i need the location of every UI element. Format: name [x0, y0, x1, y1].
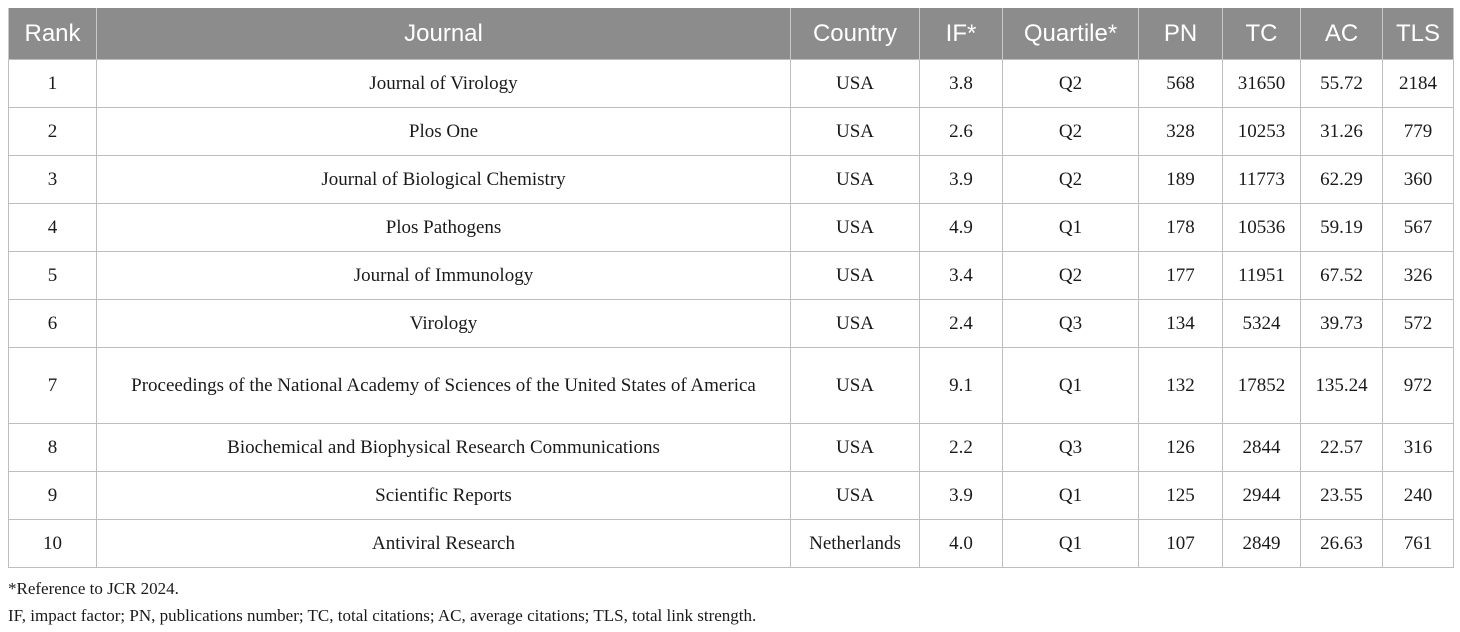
- cell-tc: 11951: [1223, 252, 1301, 300]
- cell-tls: 326: [1383, 252, 1454, 300]
- cell-if: 2.4: [920, 300, 1003, 348]
- cell-ac: 31.26: [1301, 108, 1383, 156]
- cell-if: 2.2: [920, 424, 1003, 472]
- cell-rank: 3: [9, 156, 97, 204]
- cell-ac: 26.63: [1301, 520, 1383, 568]
- cell-rank: 7: [9, 348, 97, 424]
- cell-journal: Antiviral Research: [97, 520, 791, 568]
- header-pn: PN: [1139, 8, 1223, 60]
- cell-if: 3.9: [920, 156, 1003, 204]
- cell-country: USA: [791, 204, 920, 252]
- cell-journal: Journal of Virology: [97, 60, 791, 108]
- cell-pn: 328: [1139, 108, 1223, 156]
- cell-if: 4.0: [920, 520, 1003, 568]
- cell-ac: 22.57: [1301, 424, 1383, 472]
- cell-tls: 316: [1383, 424, 1454, 472]
- cell-if: 4.9: [920, 204, 1003, 252]
- cell-quartile: Q2: [1003, 108, 1139, 156]
- cell-if: 3.9: [920, 472, 1003, 520]
- cell-quartile: Q1: [1003, 520, 1139, 568]
- cell-rank: 2: [9, 108, 97, 156]
- table-row: [9, 204, 1454, 252]
- cell-pn: 132: [1139, 348, 1223, 424]
- header-tls: TLS: [1383, 8, 1454, 60]
- cell-pn: 107: [1139, 520, 1223, 568]
- cell-rank: 10: [9, 520, 97, 568]
- cell-journal: Plos Pathogens: [97, 204, 791, 252]
- cell-journal: Biochemical and Biophysical Research Communications: [97, 424, 791, 472]
- table-row: [9, 60, 1454, 108]
- cell-pn: 125: [1139, 472, 1223, 520]
- cell-quartile: Q2: [1003, 60, 1139, 108]
- footnote-abbreviations: IF, impact factor; PN, publications number; TC, total citations; AC, average citations; TLS, total link strength.: [8, 606, 757, 625]
- table-row: [9, 252, 1454, 300]
- cell-quartile: Q1: [1003, 348, 1139, 424]
- cell-tc: 2844: [1223, 424, 1301, 472]
- cell-rank: 6: [9, 300, 97, 348]
- table-row: [9, 108, 1454, 156]
- cell-country: USA: [791, 348, 920, 424]
- table-footnotes: [8, 575, 756, 629]
- header-tc: TC: [1223, 8, 1301, 60]
- header-journal: Journal: [97, 8, 791, 60]
- cell-country: USA: [791, 424, 920, 472]
- header-row: [9, 8, 1454, 60]
- cell-if: 3.4: [920, 252, 1003, 300]
- cell-quartile: Q1: [1003, 472, 1139, 520]
- cell-tc: 31650: [1223, 60, 1301, 108]
- cell-tls: 2184: [1383, 60, 1454, 108]
- cell-pn: 568: [1139, 60, 1223, 108]
- cell-rank: 4: [9, 204, 97, 252]
- cell-if: 2.6: [920, 108, 1003, 156]
- table-row: [9, 424, 1454, 472]
- cell-country: USA: [791, 60, 920, 108]
- cell-tc: 5324: [1223, 300, 1301, 348]
- cell-country: USA: [791, 108, 920, 156]
- cell-quartile: Q2: [1003, 156, 1139, 204]
- cell-country: Netherlands: [791, 520, 920, 568]
- cell-tc: 10536: [1223, 204, 1301, 252]
- cell-quartile: Q3: [1003, 300, 1139, 348]
- cell-tc: 17852: [1223, 348, 1301, 424]
- cell-ac: 67.52: [1301, 252, 1383, 300]
- cell-tc: 11773: [1223, 156, 1301, 204]
- cell-journal: Scientific Reports: [97, 472, 791, 520]
- cell-tc: 2944: [1223, 472, 1301, 520]
- cell-quartile: Q2: [1003, 252, 1139, 300]
- cell-country: USA: [791, 472, 920, 520]
- cell-tls: 360: [1383, 156, 1454, 204]
- cell-tls: 572: [1383, 300, 1454, 348]
- cell-rank: 1: [9, 60, 97, 108]
- cell-tc: 2849: [1223, 520, 1301, 568]
- cell-quartile: Q1: [1003, 204, 1139, 252]
- header-quartile: Quartile*: [1003, 8, 1139, 60]
- journal-ranking-table: [8, 8, 1454, 568]
- table-row: [9, 348, 1454, 424]
- cell-journal: Proceedings of the National Academy of Sciences of the United States of America: [97, 348, 791, 424]
- cell-tls: 761: [1383, 520, 1454, 568]
- cell-journal: Journal of Immunology: [97, 252, 791, 300]
- cell-pn: 189: [1139, 156, 1223, 204]
- header-ac: AC: [1301, 8, 1383, 60]
- header-if: IF*: [920, 8, 1003, 60]
- table-row: [9, 156, 1454, 204]
- header-country: Country: [791, 8, 920, 60]
- cell-ac: 59.19: [1301, 204, 1383, 252]
- cell-tls: 779: [1383, 108, 1454, 156]
- cell-ac: 23.55: [1301, 472, 1383, 520]
- cell-pn: 177: [1139, 252, 1223, 300]
- table-row: [9, 300, 1454, 348]
- cell-tls: 972: [1383, 348, 1454, 424]
- cell-tls: 567: [1383, 204, 1454, 252]
- footnote-reference: *Reference to JCR 2024.: [8, 579, 179, 598]
- table-body: [9, 60, 1454, 568]
- cell-tls: 240: [1383, 472, 1454, 520]
- cell-rank: 8: [9, 424, 97, 472]
- cell-country: USA: [791, 156, 920, 204]
- cell-quartile: Q3: [1003, 424, 1139, 472]
- table-row: [9, 520, 1454, 568]
- cell-journal: Virology: [97, 300, 791, 348]
- cell-journal: Plos One: [97, 108, 791, 156]
- header-rank: Rank: [9, 8, 97, 60]
- cell-journal: Journal of Biological Chemistry: [97, 156, 791, 204]
- table-row: [9, 472, 1454, 520]
- cell-pn: 134: [1139, 300, 1223, 348]
- cell-rank: 9: [9, 472, 97, 520]
- cell-tc: 10253: [1223, 108, 1301, 156]
- cell-pn: 178: [1139, 204, 1223, 252]
- cell-ac: 135.24: [1301, 348, 1383, 424]
- cell-ac: 39.73: [1301, 300, 1383, 348]
- cell-country: USA: [791, 252, 920, 300]
- cell-ac: 55.72: [1301, 60, 1383, 108]
- cell-ac: 62.29: [1301, 156, 1383, 204]
- cell-if: 3.8: [920, 60, 1003, 108]
- cell-if: 9.1: [920, 348, 1003, 424]
- cell-pn: 126: [1139, 424, 1223, 472]
- cell-country: USA: [791, 300, 920, 348]
- cell-rank: 5: [9, 252, 97, 300]
